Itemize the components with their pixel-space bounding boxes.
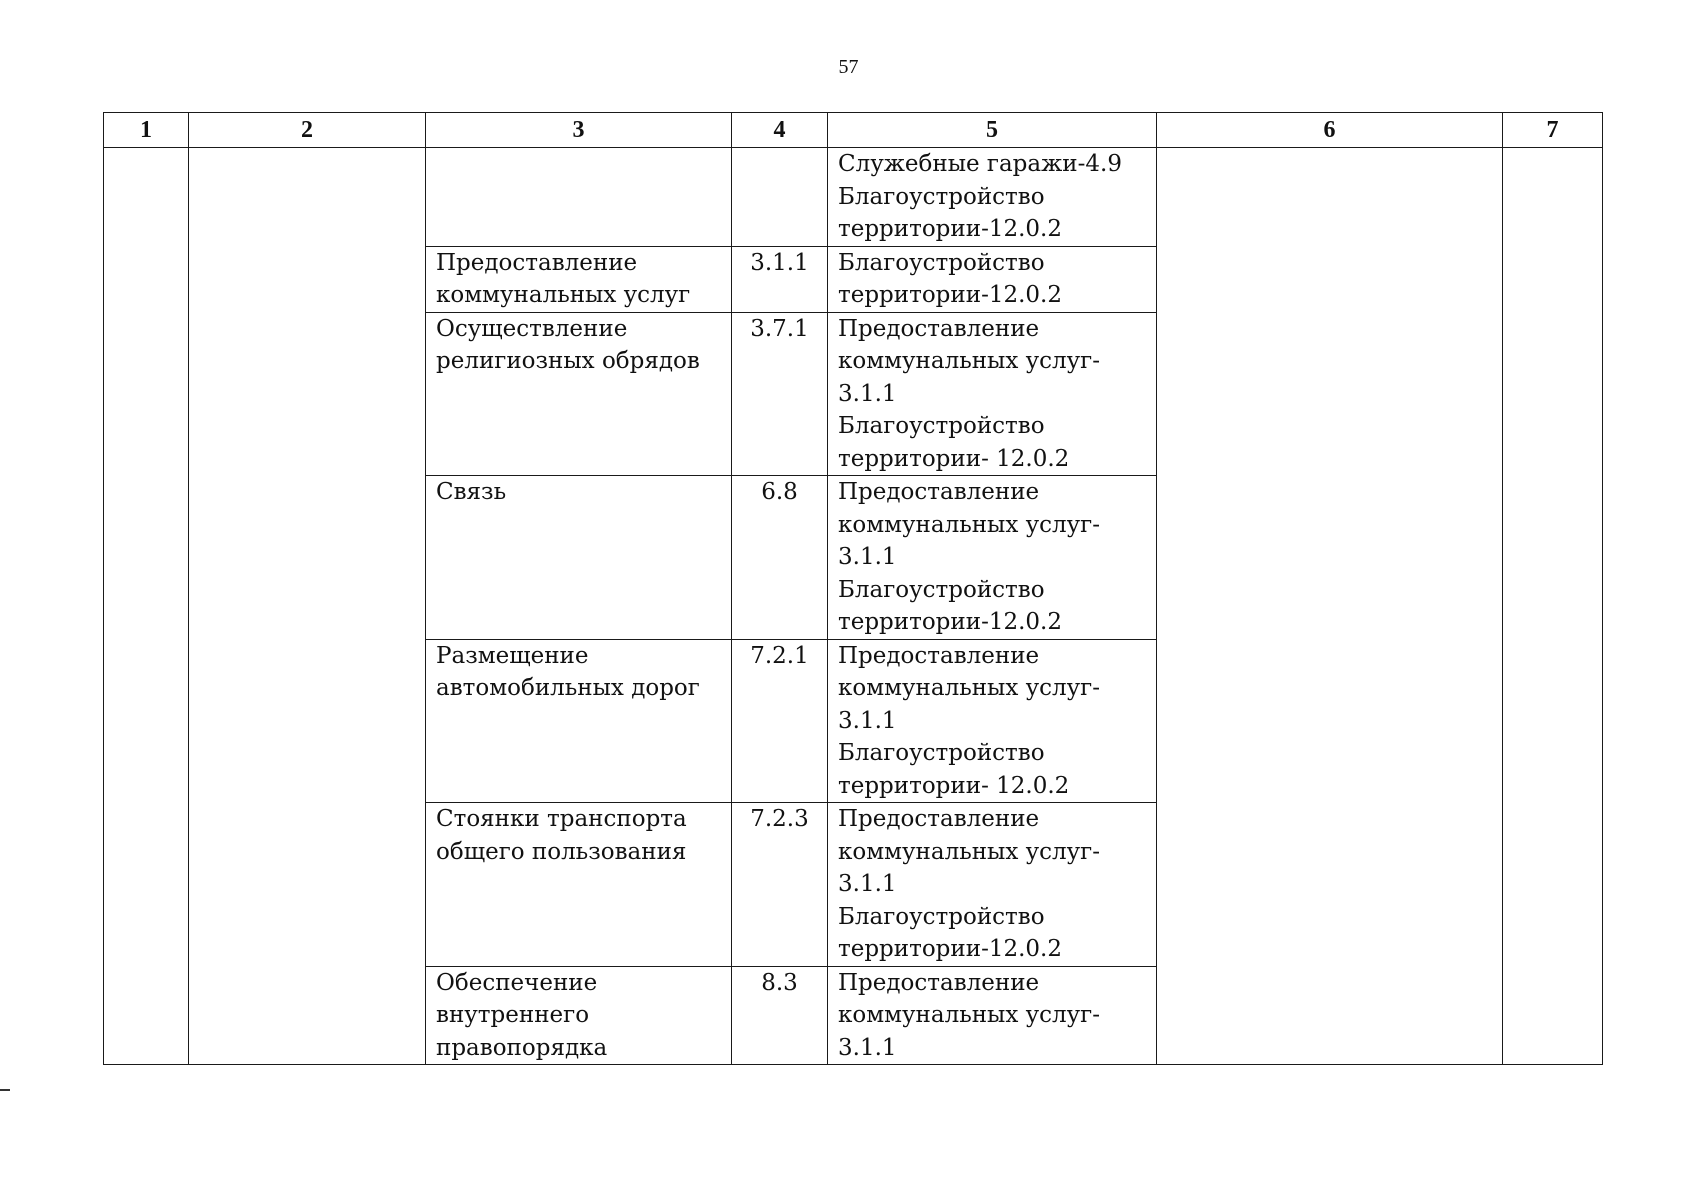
permitted-use-cell: Размещение автомобильных дорог [426,639,732,803]
auxiliary-uses-cell: Предоставление коммунальных услуг- 3.1.1 Благоустройство территории- 12.0.2 [828,639,1157,803]
land-use-table [103,112,1603,1065]
use-code-cell: 7.2.1 [732,639,828,803]
permitted-use-cell: Стоянки транспорта общего пользования [426,803,732,967]
column-header-6: 6 [1157,113,1503,148]
auxiliary-uses-cell: Благоустройство территории-12.0.2 [828,246,1157,312]
scan-mark [0,1089,10,1091]
page-number: 57 [838,56,859,78]
column-6-cell [1157,148,1503,1065]
use-code-cell: 3.7.1 [732,312,828,476]
auxiliary-uses-cell: Предоставление коммунальных услуг- 3.1.1 Благоустройство территории-12.0.2 [828,803,1157,967]
table-header-row [104,113,1603,148]
column-header-3: 3 [426,113,732,148]
column-2-cell [189,148,426,1065]
column-1-cell [104,148,189,1065]
permitted-use-cell: Осуществление религиозных обрядов [426,312,732,476]
auxiliary-uses-cell: Предоставление коммунальных услуг- 3.1.1 Благоустройство территории- 12.0.2 [828,312,1157,476]
use-code-cell: 7.2.3 [732,803,828,967]
auxiliary-uses-cell: Служебные гаражи-4.9 Благоустройство территории-12.0.2 [828,148,1157,247]
column-header-7: 7 [1503,113,1603,148]
use-code-cell [732,148,828,247]
permitted-use-cell: Связь [426,476,732,640]
column-7-cell [1503,148,1603,1065]
use-code-cell: 3.1.1 [732,246,828,312]
use-code-cell: 8.3 [732,966,828,1065]
permitted-use-cell: Обеспечение внутреннего правопорядка [426,966,732,1065]
column-header-4: 4 [732,113,828,148]
permitted-use-cell [426,148,732,247]
column-header-2: 2 [189,113,426,148]
use-code-cell: 6.8 [732,476,828,640]
permitted-use-cell: Предоставление коммунальных услуг [426,246,732,312]
auxiliary-uses-cell: Предоставление коммунальных услуг- 3.1.1 [828,966,1157,1065]
auxiliary-uses-cell: Предоставление коммунальных услуг- 3.1.1 Благоустройство территории-12.0.2 [828,476,1157,640]
column-header-1: 1 [104,113,189,148]
table-row [104,148,1603,247]
column-header-5: 5 [828,113,1157,148]
